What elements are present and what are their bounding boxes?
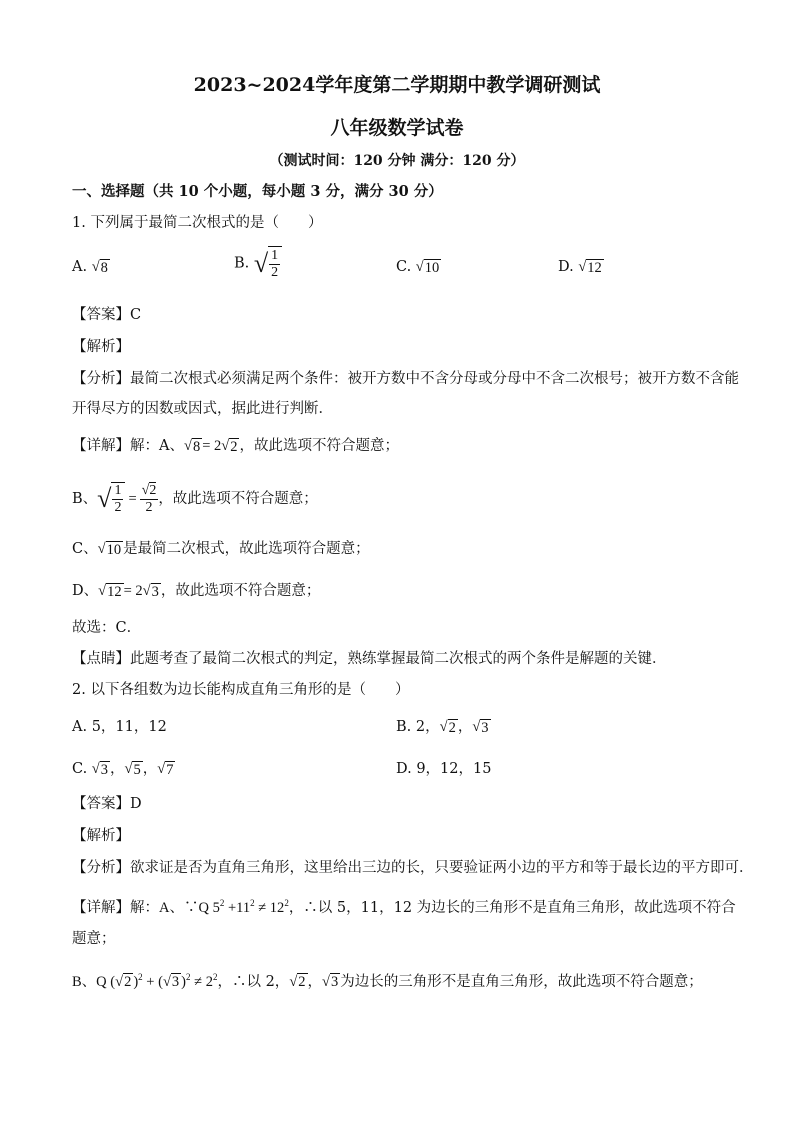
q1-option-a (72, 256, 110, 278)
q2-option-d: D. 9，12，15 (396, 761, 492, 777)
equation-part: + ( (142, 973, 163, 990)
detail-tag: 【详解】 (72, 438, 130, 454)
exponent: 2 (219, 898, 225, 908)
analysis-text: 最简二次根式必须满足两个条件：被开方数中不含分母或分母中不含二次根号；被开方数不含能 (130, 371, 739, 387)
numerator: 1 (114, 483, 122, 498)
exam-info: （测试时间：120 分钟 满分：120 分） (269, 153, 525, 169)
separator: ， (142, 761, 158, 777)
radicand (111, 482, 125, 516)
answer-tag: 【答案】 (72, 307, 130, 323)
answer-value: D (130, 796, 142, 812)
detail-text: ，∴以 5，11，12 为边长的三角形不是直角三角形，故此选项不符合 (288, 899, 736, 916)
sqrt-icon: √ (91, 761, 100, 777)
equation-part: ) (181, 973, 186, 990)
answer-tag: 【答案】 (72, 796, 130, 812)
detail-text: 是最简二次根式，故此选项符合题意； (123, 541, 370, 557)
comment-tag: 【点睛】 (72, 651, 130, 667)
radicand: 8 (192, 438, 201, 455)
q2-option-b (396, 716, 491, 738)
section-heading: 一、选择题（共 10 个小题，每小题 3 分，满分 30 分） (72, 183, 443, 200)
radicand: 10 (106, 541, 122, 558)
q2-jiexi: 【解析】 (72, 828, 130, 844)
fraction (112, 483, 123, 516)
numerator: 1 (271, 248, 279, 263)
sqrt-icon: √ (183, 438, 192, 454)
analysis-tag: 【分析】 (72, 371, 130, 387)
equation-part: ≠ 12 (254, 899, 285, 916)
detail-text: 为边长的三角形不是直角三角形，故此选项不符合题意； (340, 973, 703, 990)
denominator: 2 (114, 500, 122, 515)
detail-text: ，故此选项不符合题意； (158, 491, 318, 507)
q2-detail-a (72, 892, 736, 919)
radicand: 3 (331, 974, 339, 991)
sqrt-icon: √ (322, 973, 330, 990)
separator: ， (110, 761, 125, 777)
detail-text: C、 (72, 541, 98, 557)
exponent: 2 (250, 898, 255, 908)
option-label: A. (72, 259, 88, 275)
fraction (140, 483, 159, 516)
denominator: 2 (145, 499, 153, 515)
radicand: 2 (149, 482, 157, 498)
equation-part: = (128, 491, 137, 507)
exam-title: 2023~2024学年度第二学期期中教学调研测试 (193, 74, 601, 96)
q1-choose: 故选：C． (72, 620, 142, 636)
sqrt-icon: √ (439, 719, 448, 735)
radicand: 2 (298, 974, 306, 991)
detail-text: ，故此选项不符合题意； (239, 438, 399, 454)
denominator: 2 (271, 265, 279, 280)
detail-text: B、Q ( (72, 973, 116, 990)
sqrt-icon: √ (98, 583, 107, 599)
sqrt-icon: √ (415, 259, 424, 275)
radicand: 5 (133, 761, 141, 778)
equation-part: = 2 (202, 438, 222, 454)
sqrt-icon: √ (162, 973, 171, 990)
q1-detail-c (72, 538, 370, 560)
exponent: 2 (186, 972, 191, 982)
q2-detail-a-line2: 题意； (72, 931, 116, 947)
sqrt-icon: √ (115, 973, 124, 990)
detail-text: 解：A、 (130, 438, 184, 454)
q1-option-b (234, 246, 282, 281)
sqrt-icon: √ (97, 484, 112, 513)
detail-text: 解：A、∵Q 5 (130, 899, 220, 916)
exponent: 2 (138, 972, 143, 982)
radicand: 2 (230, 438, 238, 455)
q2-option-a: A. 5，11，12 (72, 719, 167, 735)
separator: ， (457, 719, 473, 735)
detail-tag: 【详解】 (72, 899, 130, 916)
radicand: 12 (587, 259, 602, 276)
option-label: B. (234, 255, 250, 272)
detail-text: ，∴以 2， (217, 973, 290, 990)
sqrt-icon: √ (141, 482, 150, 498)
sqrt-icon: √ (578, 259, 587, 275)
equation-part: ) (133, 973, 139, 990)
q2-analysis (72, 857, 754, 879)
fraction (269, 248, 280, 281)
exam-subtitle: 八年级数学试卷 (330, 117, 464, 139)
equation-part: ≠ 2 (190, 973, 213, 990)
analysis-tag: 【分析】 (72, 860, 130, 876)
detail-text: ， (307, 973, 323, 990)
q1-comment (72, 648, 667, 670)
q1-detail-d (72, 580, 320, 602)
radicand: 3 (151, 583, 159, 600)
q2-answer (72, 793, 142, 815)
q2-option-c (72, 758, 175, 780)
radicand: 12 (107, 583, 122, 600)
q1-detail-a (72, 435, 399, 457)
radicand: 3 (481, 719, 489, 736)
sqrt-icon: √ (472, 719, 481, 735)
q1-analysis-line2: 开得尽方的因数或因式，据此进行判断． (72, 401, 333, 417)
question-1-stem: 1. 下列属于最简二次根式的是（ ） (72, 215, 323, 231)
equation-part: = 2 (123, 583, 143, 599)
radicand: 2 (448, 719, 456, 736)
equation-part: +11 (224, 899, 251, 916)
radicand: 10 (424, 259, 440, 276)
sqrt-icon: √ (91, 259, 100, 275)
sqrt-icon: √ (221, 438, 230, 454)
q1-option-d (558, 256, 604, 278)
sqrt-icon: √ (97, 541, 106, 557)
radicand: 8 (100, 259, 108, 276)
comment-text: 此题考查了最简二次根式的判定，熟练掌握最简二次根式的两个条件是解题的关键． (130, 651, 667, 667)
sqrt-icon: √ (142, 583, 151, 599)
option-label: C. (72, 761, 88, 777)
q2-detail-b (72, 966, 703, 993)
radicand (268, 246, 282, 281)
radicand: 3 (100, 761, 109, 778)
radicand: 7 (166, 761, 174, 778)
radicand: 3 (171, 974, 180, 991)
detail-text: D、 (72, 583, 99, 599)
option-label: D. (558, 259, 574, 275)
exponent: 2 (284, 898, 289, 908)
exponent: 2 (212, 972, 218, 982)
detail-text: B、 (72, 491, 98, 507)
q1-option-c (396, 256, 441, 278)
sqrt-icon: √ (157, 761, 166, 777)
numerator (140, 483, 159, 500)
question-2-stem: 2. 以下各组数为边长能构成直角三角形的是（ ） (72, 682, 410, 698)
sqrt-icon: √ (253, 248, 269, 278)
detail-text: ，故此选项不符合题意； (160, 583, 321, 599)
radicand: 2 (124, 974, 132, 991)
q1-analysis-line1 (72, 368, 739, 390)
option-text: B. 2， (396, 719, 440, 735)
q1-detail-b (72, 482, 318, 516)
q1-answer (72, 304, 141, 326)
sqrt-icon: √ (124, 761, 133, 777)
q1-jiexi: 【解析】 (72, 339, 130, 355)
option-label: C. (396, 259, 412, 275)
analysis-text: 欲求证是否为直角三角形，这里给出三边的长，只要验证两小边的平方和等于最长边的平方即可． (130, 860, 754, 876)
sqrt-icon: √ (289, 973, 298, 990)
answer-value: C (130, 307, 142, 323)
